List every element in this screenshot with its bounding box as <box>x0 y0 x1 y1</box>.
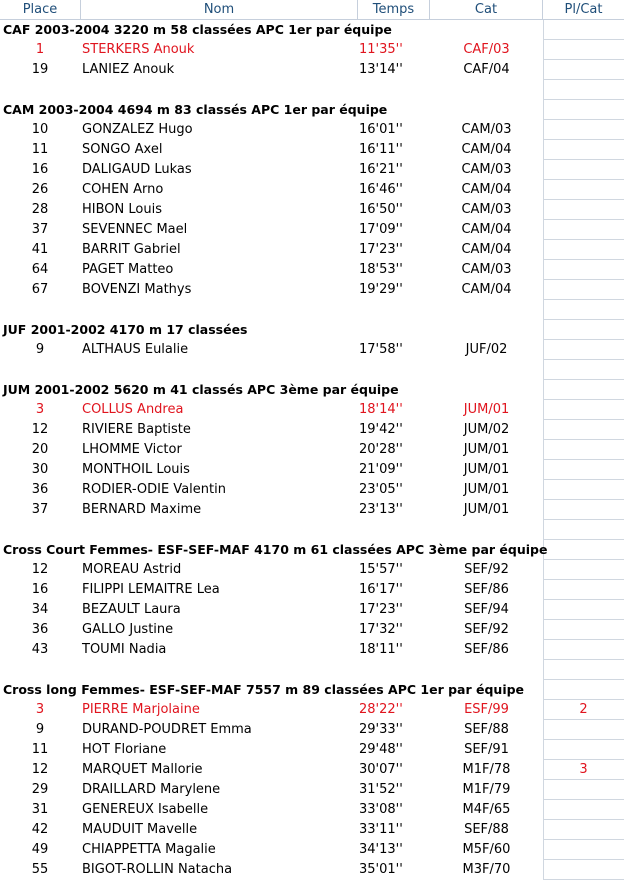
time-cell: 18'53'' <box>359 262 403 277</box>
name-cell: RIVIERE Baptiste <box>82 422 191 437</box>
result-row[interactable] <box>0 620 624 640</box>
time-cell: 16'46'' <box>359 182 403 197</box>
result-row[interactable] <box>0 240 624 260</box>
category-cell: SEF/92 <box>464 622 509 637</box>
grid-cell[interactable] <box>543 60 624 80</box>
place-cell: 11 <box>31 142 49 157</box>
category-cell: CAM/04 <box>461 242 512 257</box>
header-nom[interactable]: Nom <box>81 0 358 20</box>
result-row[interactable] <box>0 160 624 180</box>
place-cell: 12 <box>31 762 49 777</box>
result-row[interactable] <box>0 760 624 780</box>
result-row[interactable] <box>0 480 624 500</box>
time-cell: 16'11'' <box>359 142 403 157</box>
category-cell: SEF/94 <box>464 602 509 617</box>
category-cell: JUM/01 <box>463 442 510 457</box>
result-row[interactable] <box>0 420 624 440</box>
place-cell: 16 <box>31 162 49 177</box>
time-cell: 29'33'' <box>359 722 403 737</box>
grid-cell[interactable] <box>543 340 624 360</box>
result-row[interactable] <box>0 700 624 720</box>
time-cell: 17'09'' <box>359 222 403 237</box>
name-cell: GALLO Justine <box>82 622 174 637</box>
category-cell: CAM/03 <box>461 202 512 217</box>
time-cell: 33'11'' <box>359 822 403 837</box>
grid-cell[interactable] <box>543 860 624 880</box>
result-row[interactable] <box>0 580 624 600</box>
grid-cell[interactable] <box>543 560 624 580</box>
section-title: CAF 2003-2004 3220 m 58 classées APC 1er par équipe <box>3 22 392 37</box>
grid-cell[interactable] <box>543 40 624 60</box>
place-cell: 10 <box>31 122 49 137</box>
category-cell: M1F/79 <box>462 782 511 797</box>
time-cell: 31'52'' <box>359 782 403 797</box>
result-row[interactable] <box>0 280 624 300</box>
grid-cell[interactable] <box>543 840 624 860</box>
place-cell: 31 <box>31 802 49 817</box>
place-cell: 12 <box>31 562 49 577</box>
category-place-cell: 2 <box>579 702 588 717</box>
place-cell: 34 <box>31 602 49 617</box>
grid-cell[interactable] <box>543 120 624 140</box>
place-cell: 37 <box>31 502 49 517</box>
result-row[interactable] <box>0 340 624 360</box>
name-cell: BOVENZI Mathys <box>82 282 192 297</box>
category-cell: SEF/86 <box>464 582 509 597</box>
time-cell: 35'01'' <box>359 862 403 877</box>
grid-cell[interactable] <box>543 220 624 240</box>
place-cell: 29 <box>31 782 49 797</box>
grid-cell[interactable] <box>543 160 624 180</box>
result-row[interactable] <box>0 640 624 660</box>
time-cell: 16'17'' <box>359 582 403 597</box>
grid-cell[interactable] <box>543 240 624 260</box>
category-cell: JUM/02 <box>463 422 510 437</box>
grid-cell[interactable] <box>543 820 624 840</box>
result-row[interactable] <box>0 740 624 760</box>
grid-cell[interactable] <box>543 580 624 600</box>
grid-cell[interactable] <box>543 800 624 820</box>
result-row[interactable] <box>0 180 624 200</box>
category-cell: CAF/04 <box>463 62 510 77</box>
category-cell: SEF/88 <box>464 822 509 837</box>
place-cell: 9 <box>35 722 45 737</box>
time-cell: 17'58'' <box>359 342 403 357</box>
result-row[interactable] <box>0 600 624 620</box>
category-cell: JUM/01 <box>463 462 510 477</box>
time-cell: 15'57'' <box>359 562 403 577</box>
place-cell: 1 <box>35 42 45 57</box>
section-title-row <box>0 380 624 400</box>
name-cell: GENEREUX Isabelle <box>82 802 209 817</box>
grid-cell[interactable] <box>543 460 624 480</box>
time-cell: 33'08'' <box>359 802 403 817</box>
header-place[interactable]: Place <box>0 0 81 20</box>
category-cell: JUM/01 <box>463 502 510 517</box>
time-cell: 16'01'' <box>359 122 403 137</box>
result-row[interactable] <box>0 460 624 480</box>
place-cell: 11 <box>31 742 49 757</box>
category-cell: SEF/91 <box>464 742 509 757</box>
result-row[interactable] <box>0 220 624 240</box>
time-cell: 34'13'' <box>359 842 403 857</box>
place-cell: 67 <box>31 282 49 297</box>
grid-cell[interactable] <box>543 100 624 120</box>
grid-cell[interactable] <box>543 520 624 540</box>
category-cell: CAM/03 <box>461 162 512 177</box>
category-cell: JUM/01 <box>463 482 510 497</box>
time-cell: 19'42'' <box>359 422 403 437</box>
grid-cell[interactable] <box>543 360 624 380</box>
category-cell: CAM/04 <box>461 182 512 197</box>
grid-cell[interactable] <box>543 720 624 740</box>
grid-cell[interactable] <box>543 500 624 520</box>
section-title: CAM 2003-2004 4694 m 83 classés APC 1er par équipe <box>3 102 388 117</box>
section-title-row <box>0 100 624 120</box>
grid-cell[interactable] <box>543 740 624 760</box>
time-cell: 16'21'' <box>359 162 403 177</box>
name-cell: DURAND-POUDRET Emma <box>82 722 252 737</box>
name-cell: BIGOT-ROLLIN Natacha <box>82 862 233 877</box>
time-cell: 19'29'' <box>359 282 403 297</box>
place-cell: 64 <box>31 262 49 277</box>
grid-cell[interactable] <box>543 780 624 800</box>
grid-cell[interactable] <box>543 640 624 660</box>
header-cat[interactable]: Cat <box>430 0 543 20</box>
result-row[interactable] <box>0 140 624 160</box>
grid-cell[interactable] <box>543 320 624 340</box>
time-cell: 17'32'' <box>359 622 403 637</box>
name-cell: STERKERS Anouk <box>82 42 195 57</box>
category-cell: ESF/99 <box>464 702 509 717</box>
section-title: Cross long Femmes- ESF-SEF-MAF 7557 m 89 classées APC 1er par équipe <box>3 682 525 697</box>
category-cell: CAM/03 <box>461 122 512 137</box>
result-row[interactable] <box>0 820 624 840</box>
blank-row <box>0 660 624 680</box>
grid-cell[interactable] <box>543 380 624 400</box>
result-row[interactable] <box>0 200 624 220</box>
time-cell: 23'05'' <box>359 482 403 497</box>
result-row[interactable] <box>0 260 624 280</box>
result-row[interactable] <box>0 440 624 460</box>
result-row[interactable] <box>0 720 624 740</box>
section-title: JUF 2001-2002 4170 m 17 classées <box>3 322 248 337</box>
place-cell: 3 <box>35 702 45 717</box>
place-cell: 3 <box>35 402 45 417</box>
header-plcat[interactable]: Pl/Cat <box>543 0 624 20</box>
category-cell: M3F/70 <box>462 862 511 877</box>
blank-row <box>0 300 624 320</box>
header-temps[interactable]: Temps <box>358 0 430 20</box>
grid-cell[interactable] <box>543 400 624 420</box>
category-cell: CAM/04 <box>461 282 512 297</box>
result-row[interactable] <box>0 40 624 60</box>
grid-cell[interactable] <box>543 660 624 680</box>
section-title: JUM 2001-2002 5620 m 41 classés APC 3ème par équipe <box>3 382 399 397</box>
name-cell: MARQUET Mallorie <box>82 762 203 777</box>
section-title-row <box>0 680 624 700</box>
category-cell: CAM/03 <box>461 262 512 277</box>
result-row[interactable] <box>0 400 624 420</box>
name-cell: TOUMI Nadia <box>82 642 167 657</box>
category-cell: M4F/65 <box>462 802 511 817</box>
result-row[interactable] <box>0 840 624 860</box>
result-row[interactable] <box>0 860 624 880</box>
grid-cell[interactable] <box>543 20 624 40</box>
name-cell: MAUDUIT Mavelle <box>82 822 198 837</box>
grid-cell[interactable] <box>543 480 624 500</box>
place-cell: 43 <box>31 642 49 657</box>
section-title-row <box>0 20 624 40</box>
name-cell: CHIAPPETTA Magalie <box>82 842 216 857</box>
result-row[interactable] <box>0 800 624 820</box>
category-cell: SEF/92 <box>464 562 509 577</box>
name-cell: PIERRE Marjolaine <box>82 702 200 717</box>
time-cell: 18'14'' <box>359 402 403 417</box>
result-row[interactable] <box>0 120 624 140</box>
grid-cell[interactable] <box>543 600 624 620</box>
category-place-cell: 3 <box>579 762 588 777</box>
time-cell: 20'28'' <box>359 442 403 457</box>
result-row[interactable] <box>0 780 624 800</box>
category-cell: CAM/04 <box>461 142 512 157</box>
name-cell: LANIEZ Anouk <box>82 62 175 77</box>
category-cell: CAF/03 <box>463 42 510 57</box>
category-cell: SEF/88 <box>464 722 509 737</box>
time-cell: 23'13'' <box>359 502 403 517</box>
name-cell: HOT Floriane <box>82 742 167 757</box>
grid-cell[interactable] <box>543 80 624 100</box>
category-cell: CAM/04 <box>461 222 512 237</box>
name-cell: GONZALEZ Hugo <box>82 122 193 137</box>
place-cell: 36 <box>31 622 49 637</box>
place-cell: 37 <box>31 222 49 237</box>
place-cell: 49 <box>31 842 49 857</box>
grid-cell[interactable] <box>543 140 624 160</box>
place-cell: 41 <box>31 242 49 257</box>
place-cell: 20 <box>31 442 49 457</box>
name-cell: BERNARD Maxime <box>82 502 202 517</box>
grid-cell[interactable] <box>543 680 624 700</box>
result-row[interactable] <box>0 60 624 80</box>
time-cell: 11'35'' <box>359 42 403 57</box>
time-cell: 16'50'' <box>359 202 403 217</box>
name-cell: SEVENNEC Mael <box>82 222 188 237</box>
time-cell: 29'48'' <box>359 742 403 757</box>
grid-cell[interactable] <box>543 440 624 460</box>
name-cell: FILIPPI LEMAITRE Lea <box>82 582 220 597</box>
name-cell: MONTHOIL Louis <box>82 462 190 477</box>
grid-cell[interactable] <box>543 420 624 440</box>
place-cell: 36 <box>31 482 49 497</box>
place-cell: 30 <box>31 462 49 477</box>
category-cell: JUF/02 <box>465 342 508 357</box>
name-cell: PAGET Matteo <box>82 262 174 277</box>
place-cell: 55 <box>31 862 49 877</box>
name-cell: RODIER-ODIE Valentin <box>82 482 226 497</box>
time-cell: 21'09'' <box>359 462 403 477</box>
name-cell: HIBON Louis <box>82 202 162 217</box>
grid-cell[interactable] <box>543 260 624 280</box>
grid-cell[interactable] <box>543 280 624 300</box>
place-cell: 42 <box>31 822 49 837</box>
name-cell: MOREAU Astrid <box>82 562 182 577</box>
result-row[interactable] <box>0 500 624 520</box>
time-cell: 30'07'' <box>359 762 403 777</box>
place-cell: 9 <box>35 342 45 357</box>
grid-cell[interactable] <box>543 620 624 640</box>
section-title: Cross Court Femmes- ESF-SEF-MAF 4170 m 61 classées APC 3ème par équipe <box>3 542 548 557</box>
place-cell: 12 <box>31 422 49 437</box>
name-cell: SONGO Axel <box>82 142 163 157</box>
result-row[interactable] <box>0 560 624 580</box>
grid-cell[interactable] <box>543 200 624 220</box>
name-cell: COHEN Arno <box>82 182 164 197</box>
time-cell: 28'22'' <box>359 702 403 717</box>
section-title-row <box>0 540 624 560</box>
grid-cell[interactable] <box>543 540 624 560</box>
grid-cell[interactable] <box>543 180 624 200</box>
grid-cell[interactable] <box>543 300 624 320</box>
time-cell: 13'14'' <box>359 62 403 77</box>
name-cell: COLLUS Andrea <box>82 402 184 417</box>
place-cell: 16 <box>31 582 49 597</box>
name-cell: DALIGAUD Lukas <box>82 162 192 177</box>
blank-row <box>0 80 624 100</box>
blank-row <box>0 520 624 540</box>
category-cell: JUM/01 <box>463 402 510 417</box>
place-cell: 19 <box>31 62 49 77</box>
name-cell: ALTHAUS Eulalie <box>82 342 189 357</box>
category-cell: SEF/86 <box>464 642 509 657</box>
place-cell: 28 <box>31 202 49 217</box>
category-cell: M5F/60 <box>462 842 511 857</box>
time-cell: 17'23'' <box>359 602 403 617</box>
time-cell: 18'11'' <box>359 642 403 657</box>
category-cell: M1F/78 <box>462 762 511 777</box>
name-cell: BEZAULT Laura <box>82 602 181 617</box>
name-cell: BARRIT Gabriel <box>82 242 181 257</box>
blank-row <box>0 360 624 380</box>
section-title-row <box>0 320 624 340</box>
name-cell: LHOMME Victor <box>82 442 182 457</box>
time-cell: 17'23'' <box>359 242 403 257</box>
name-cell: DRAILLARD Marylene <box>82 782 221 797</box>
place-cell: 26 <box>31 182 49 197</box>
